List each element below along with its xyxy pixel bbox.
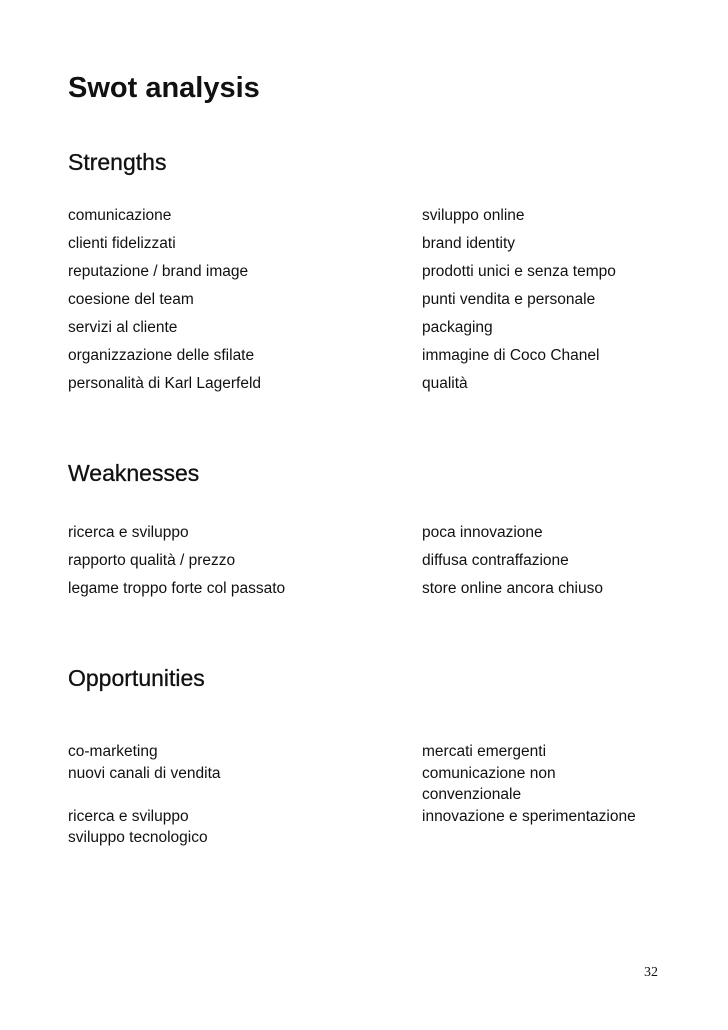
list-item: ricerca e sviluppo <box>68 524 189 541</box>
strengths-right-list <box>422 202 682 398</box>
list-item: nuovi canali di vendita <box>68 764 221 782</box>
list-item: qualità <box>422 375 468 392</box>
list-item: co-marketing <box>68 743 158 760</box>
list-item: personalità di Karl Lagerfeld <box>68 375 262 392</box>
list-item: servizi al cliente <box>68 319 178 336</box>
list-item: legame troppo forte col passato <box>68 580 286 597</box>
strengths-heading: Strengths <box>68 149 167 175</box>
list-item: poca innovazione <box>422 524 543 541</box>
list-item: sviluppo tecnologico <box>68 829 208 846</box>
list-item: immagine di Coco Chanel <box>422 347 600 364</box>
list-item: comunicazione non convenzionale <box>422 764 556 803</box>
list-item: reputazione / brand image <box>68 263 249 280</box>
weaknesses-left-list <box>68 519 398 603</box>
page-number: 32 <box>644 965 658 980</box>
list-spacer <box>68 784 398 806</box>
page-title: Swot analysis <box>68 72 260 104</box>
list-item: prodotti unici e senza tempo <box>422 263 616 280</box>
list-item: ricerca e sviluppo <box>68 807 189 825</box>
list-item: rapporto qualità / prezzo <box>68 552 236 569</box>
list-item: brand identity <box>422 235 516 252</box>
list-item: store online ancora chiuso <box>422 580 603 597</box>
list-item: clienti fidelizzati <box>68 235 176 252</box>
list-item: innovazione e sperimentazione <box>422 807 636 825</box>
list-item: punti vendita e personale <box>422 291 596 308</box>
weaknesses-right-list <box>422 519 682 603</box>
list-item: mercati emergenti <box>422 743 547 760</box>
list-item: coesione del team <box>68 291 194 308</box>
opportunities-heading: Opportunities <box>68 665 205 691</box>
list-item: comunicazione <box>68 207 172 224</box>
list-item: organizzazione delle sfilate <box>68 347 255 364</box>
list-item: sviluppo online <box>422 207 525 224</box>
list-item: packaging <box>422 319 493 336</box>
opportunities-left-list <box>68 741 398 849</box>
weaknesses-heading: Weaknesses <box>68 460 200 486</box>
opportunities-right-list <box>422 741 682 827</box>
strengths-left-list <box>68 202 398 398</box>
list-item: diffusa contraffazione <box>422 552 569 569</box>
